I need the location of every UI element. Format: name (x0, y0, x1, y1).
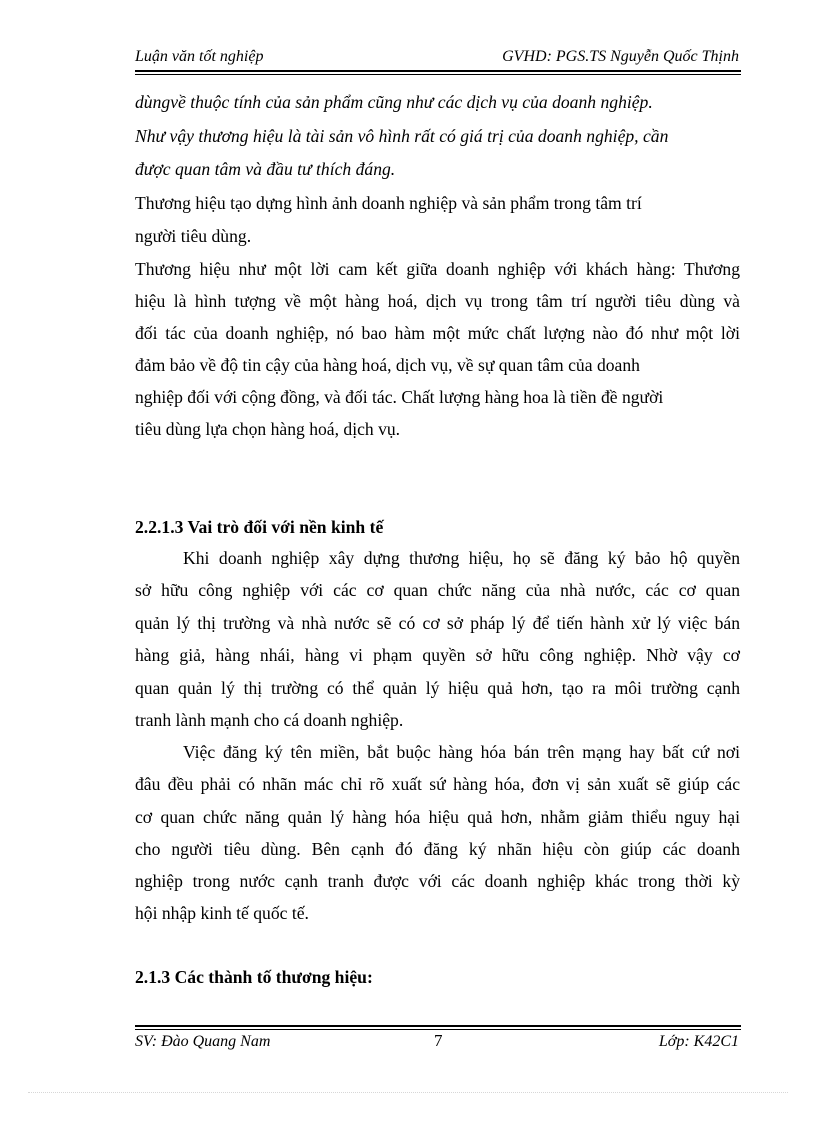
header-rule-thin (135, 74, 741, 75)
text-line: tranh lành mạnh cho cá doanh nghiệp. (135, 710, 404, 730)
text-line: hiệu là hình tượng về một hàng hoá, dịch vụ trong tâm trí người tiêu dùng và (135, 291, 740, 311)
text-line: cơ quan chức năng quản lý hàng hóa hiệu quả hơn, nhằm giảm thiểu nguy hại (135, 807, 740, 827)
text-line: Thương hiệu như một lời cam kết giữa doanh nghiệp với khách hàng: Thương (135, 259, 740, 279)
text-line: đâu đều phải có nhãn mác chỉ rõ xuất sứ hàng hóa, đơn vị sản xuất sẽ giúp các (135, 774, 740, 794)
text-line: Khi doanh nghiệp xây dựng thương hiệu, họ sẽ đăng ký bảo hộ quyền (183, 548, 740, 568)
section-heading: 2.2.1.3 Vai trò đối với nền kinh tế (135, 517, 384, 537)
section-heading: 2.1.3 Các thành tố thương hiệu: (135, 967, 373, 987)
page-header (135, 46, 739, 68)
footer-rule-thin (135, 1029, 741, 1030)
text-line: đối tác của doanh nghiệp, nó bao hàm một mức chất lượng nào đó như một lời (135, 323, 740, 343)
page-number: 7 (434, 1031, 443, 1050)
page-footer (135, 1033, 739, 1055)
text-line: được quan tâm và đầu tư thích đáng. (135, 159, 396, 179)
text-line: đảm bảo về độ tin cậy của hàng hoá, dịch vụ, về sự quan tâm của doanh (135, 355, 640, 375)
text-line: người tiêu dùng. (135, 226, 252, 246)
header-supervisor: GVHD: PGS.TS Nguyễn Quốc Thịnh (502, 48, 739, 65)
header-thesis-title: Luận văn tốt nghiệp (135, 48, 264, 65)
text-line: Việc đăng ký tên miền, bắt buộc hàng hóa bán trên mạng hay bất cứ nơi (183, 742, 740, 762)
text-line: Như vậy thương hiệu là tài sản vô hình rất có giá trị của doanh nghiệp, cần (135, 126, 669, 146)
text-line: hàng giả, hàng nhái, hàng vi phạm quyền sở hữu công nghiệp. Nhờ vậy cơ (135, 645, 740, 665)
text-line: nghiệp trong nước cạnh tranh được với các doanh nghiệp khác trong thời kỳ (135, 871, 740, 891)
text-line: quan quản lý thị trường có thể quản lý hiệu quả hơn, tạo ra môi trường cạnh (135, 678, 740, 698)
text-line: hội nhập kinh tế quốc tế. (135, 903, 309, 923)
text-line: sở hữu công nghiệp với các cơ quan chức năng của nhà nước, các cơ quan (135, 580, 740, 600)
page-boundary-dotted-line (28, 1092, 788, 1093)
footer-class: Lớp: K42C1 (658, 1033, 739, 1050)
footer-rule-thick (135, 1025, 741, 1027)
text-line: cho người tiêu dùng. Bên cạnh đó đăng ký nhãn hiệu còn giúp các doanh (135, 839, 740, 859)
text-line: quản lý thị trường và nhà nước sẽ có cơ sở pháp lý để tiến hành xử lý việc bán (135, 613, 740, 633)
text-line: Thương hiệu tạo dựng hình ảnh doanh nghiệp và sản phẩm trong tâm trí (135, 193, 642, 213)
footer-student-name: SV: Đào Quang Nam (135, 1033, 271, 1050)
text-line: nghiệp đối với cộng đồng, và đối tác. Chất lượng hàng hoa là tiền đề người (135, 387, 664, 407)
header-rule-thick (135, 70, 741, 72)
text-line: tiêu dùng lựa chọn hàng hoá, dịch vụ. (135, 419, 401, 439)
text-line: dùngvề thuộc tính của sản phẩm cũng như các dịch vụ của doanh nghiệp. (135, 92, 653, 112)
